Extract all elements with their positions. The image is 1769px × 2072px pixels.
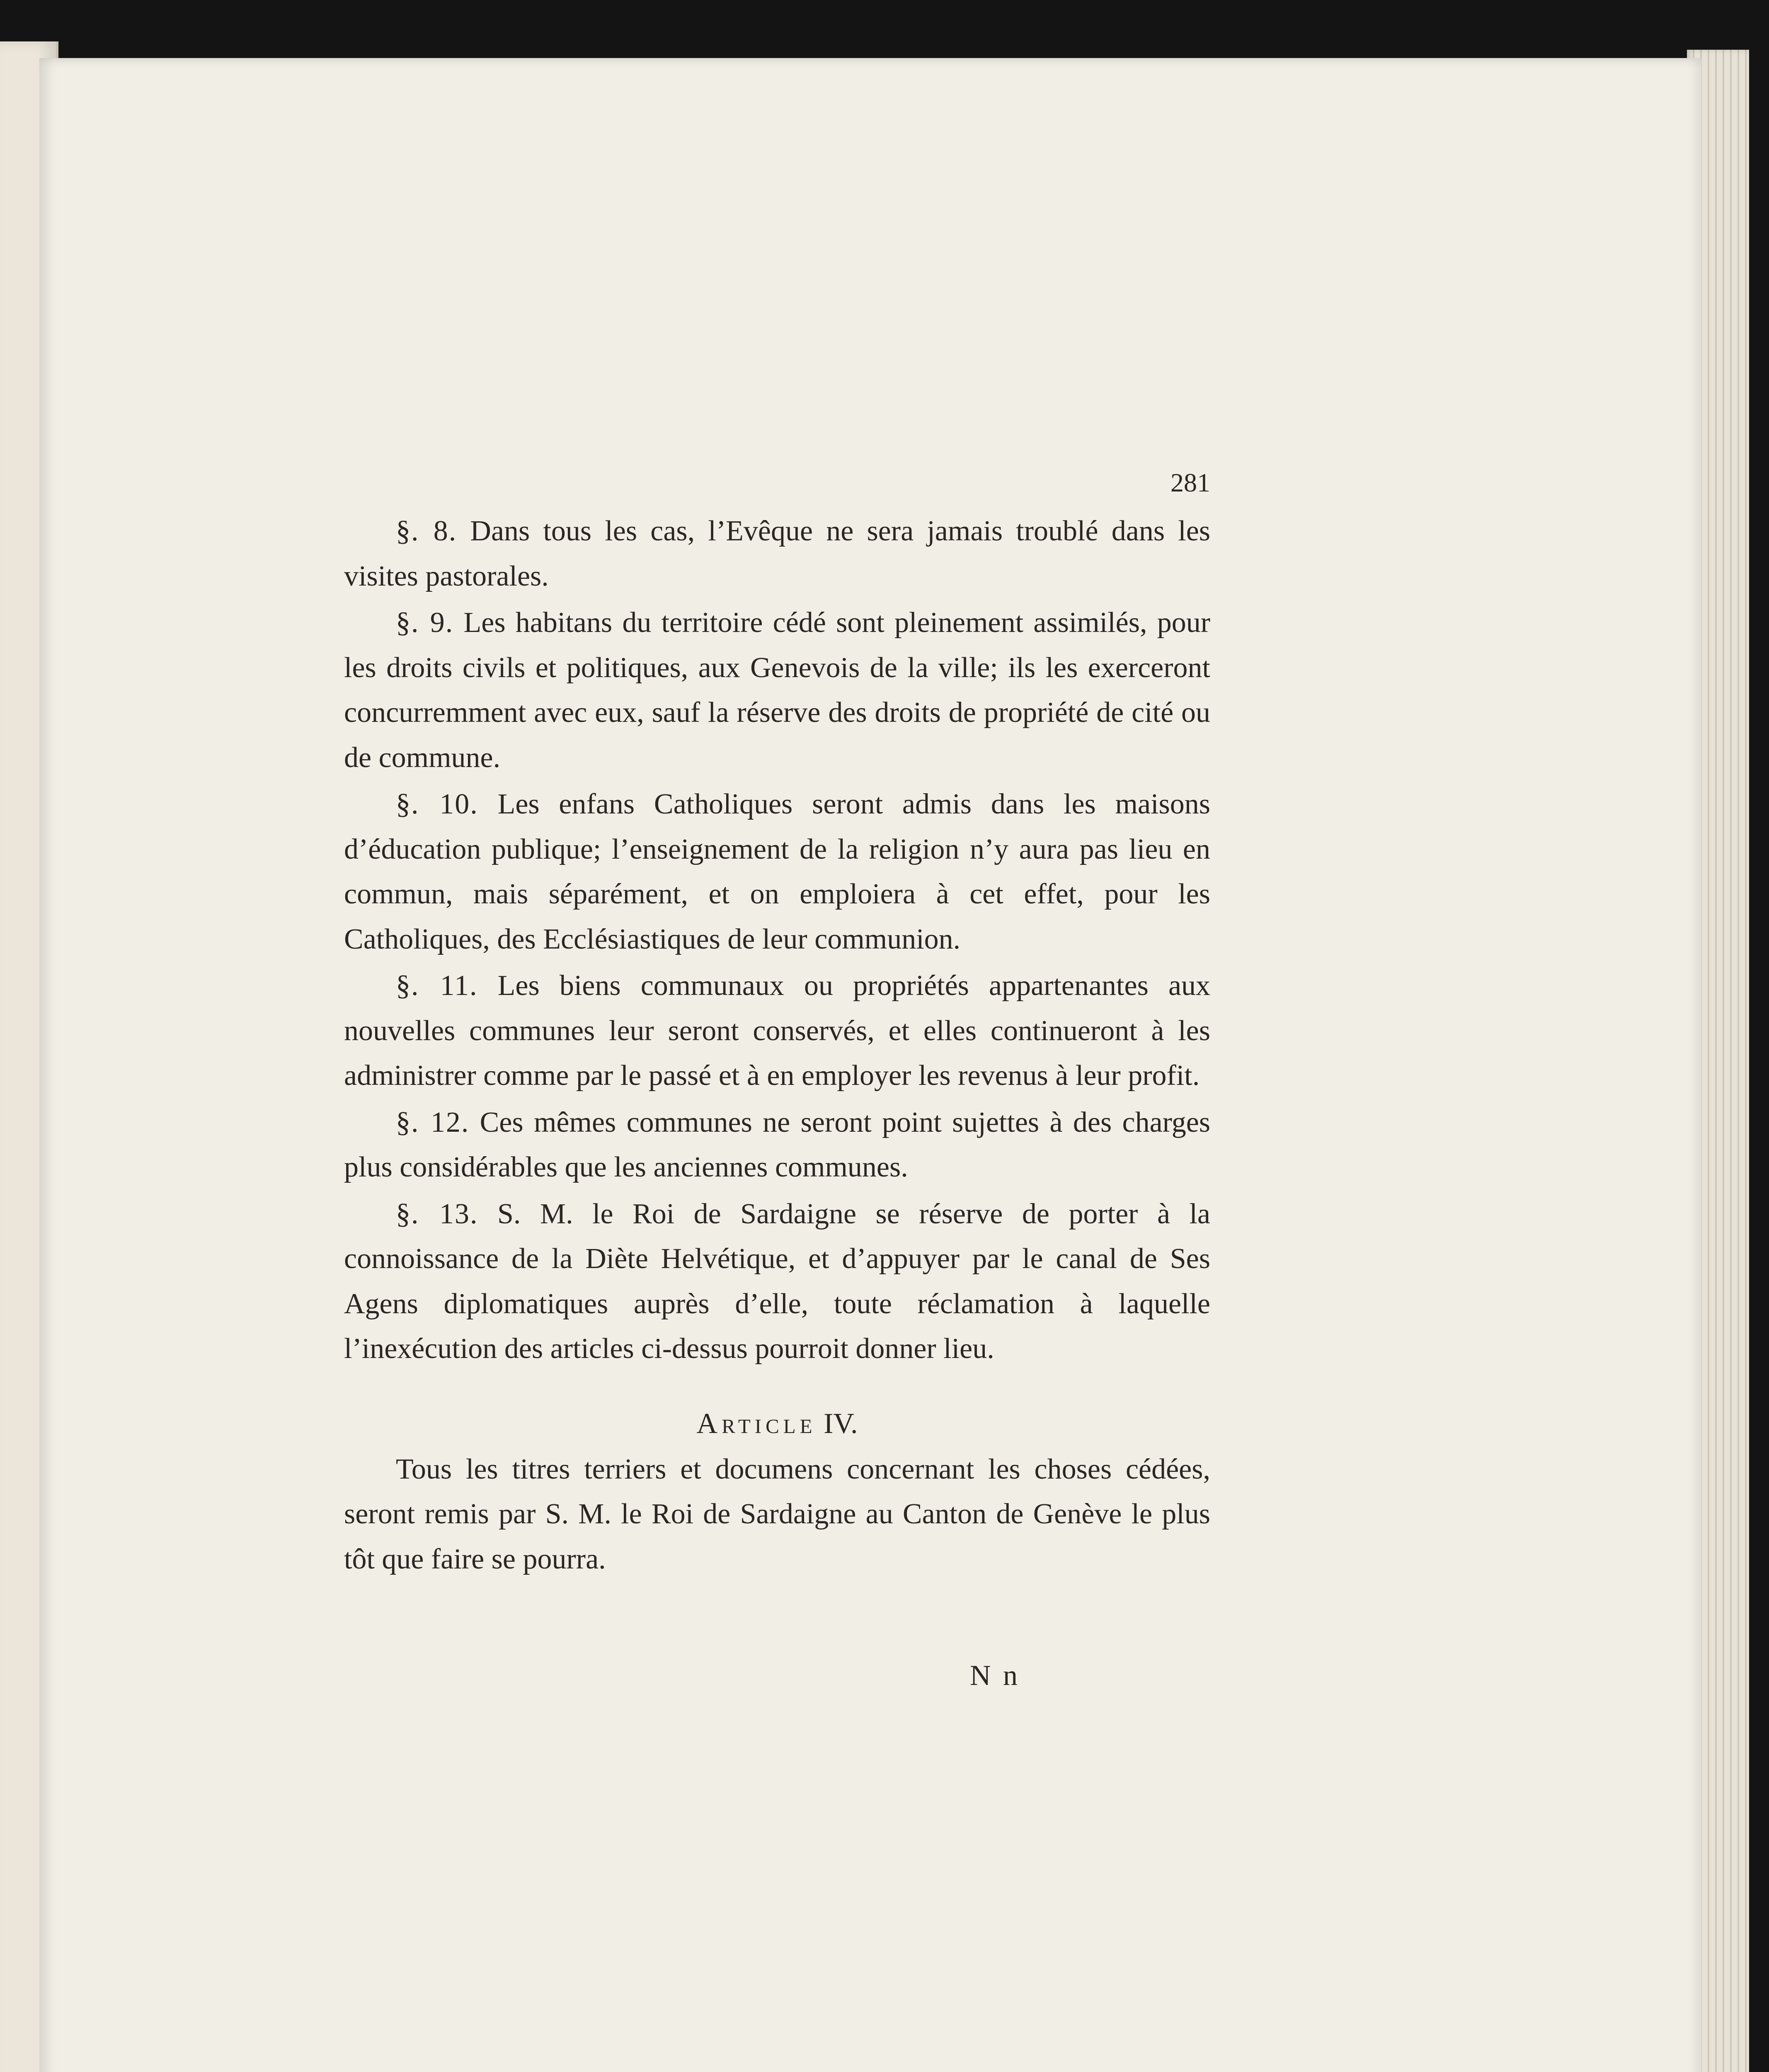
article-heading-word: Article [696,1407,817,1440]
paragraph-section-9 [344,600,1210,780]
section-mark: §. 12. [396,1106,470,1138]
article-heading [344,1401,1210,1447]
section-mark: §. 10. [396,788,478,820]
signature-mark: N n [970,1660,1020,1692]
paragraph-text: Les biens communaux ou propriétés appartenantes aux nouvelles communes leur seront conservés, et elles continueront à les administrer comme par le passé et à en employer les revenus à leur profit. [344,970,1211,1092]
section-mark: §. 11. [396,970,478,1002]
paragraph-section-10 [344,782,1210,962]
section-mark: §. 9. [396,607,454,639]
paragraph-text: Les enfans Catholiques seront admis dans les maisons d’éducation publique; l’enseignement de la religion n’y aura pas lieu en commun, mais séparément, et on emploiera à cet effet, pour les Catholiques, des Ecclésiastiques de leur communion. [344,788,1210,955]
section-mark: §. 13. [396,1198,478,1230]
paragraph-section-12 [344,1100,1210,1190]
paragraph-section-11 [344,963,1210,1099]
section-mark: §. 8. [396,515,457,547]
paragraph-text: S. M. le Roi de Sardaigne se réserve de porter à la connoissance de la Diète Helvétique, et d’appuyer par le canal de Ses Agens diplomatiques auprès d’elle, toute réclamation à laquelle l’inexécution des articles ci-dessus pourroit donner lieu. [344,1198,1210,1365]
article-paragraph: Tous les titres terriers et documens concernant les choses cédées, seront remis par S. M. le Roi de Sardaigne au Canton de Genève le plus tôt que faire se pourra. [344,1453,1210,1575]
article-heading-number: IV. [824,1407,858,1440]
page-number: 281 [1170,468,1210,497]
paragraph-text: Ces mêmes communes ne seront point sujettes à des charges plus considérables que les anciennes communes. [344,1106,1210,1183]
paragraph-text: Les habitans du territoire cédé sont pleinement assimilés, pour les droits civils et politiques, aux Genevois de la ville; ils les exerceront concurremment avec eux, sauf la réserve des droits de propriété de cité ou de commune. [344,607,1211,774]
paragraph-section-8 [344,509,1210,599]
page-text-block [344,464,1210,1582]
paragraph-text: Dans tous les cas, l’Evêque ne sera jamais troublé dans les visites pastorales. [344,515,1211,592]
paragraph-section-13 [344,1192,1210,1372]
